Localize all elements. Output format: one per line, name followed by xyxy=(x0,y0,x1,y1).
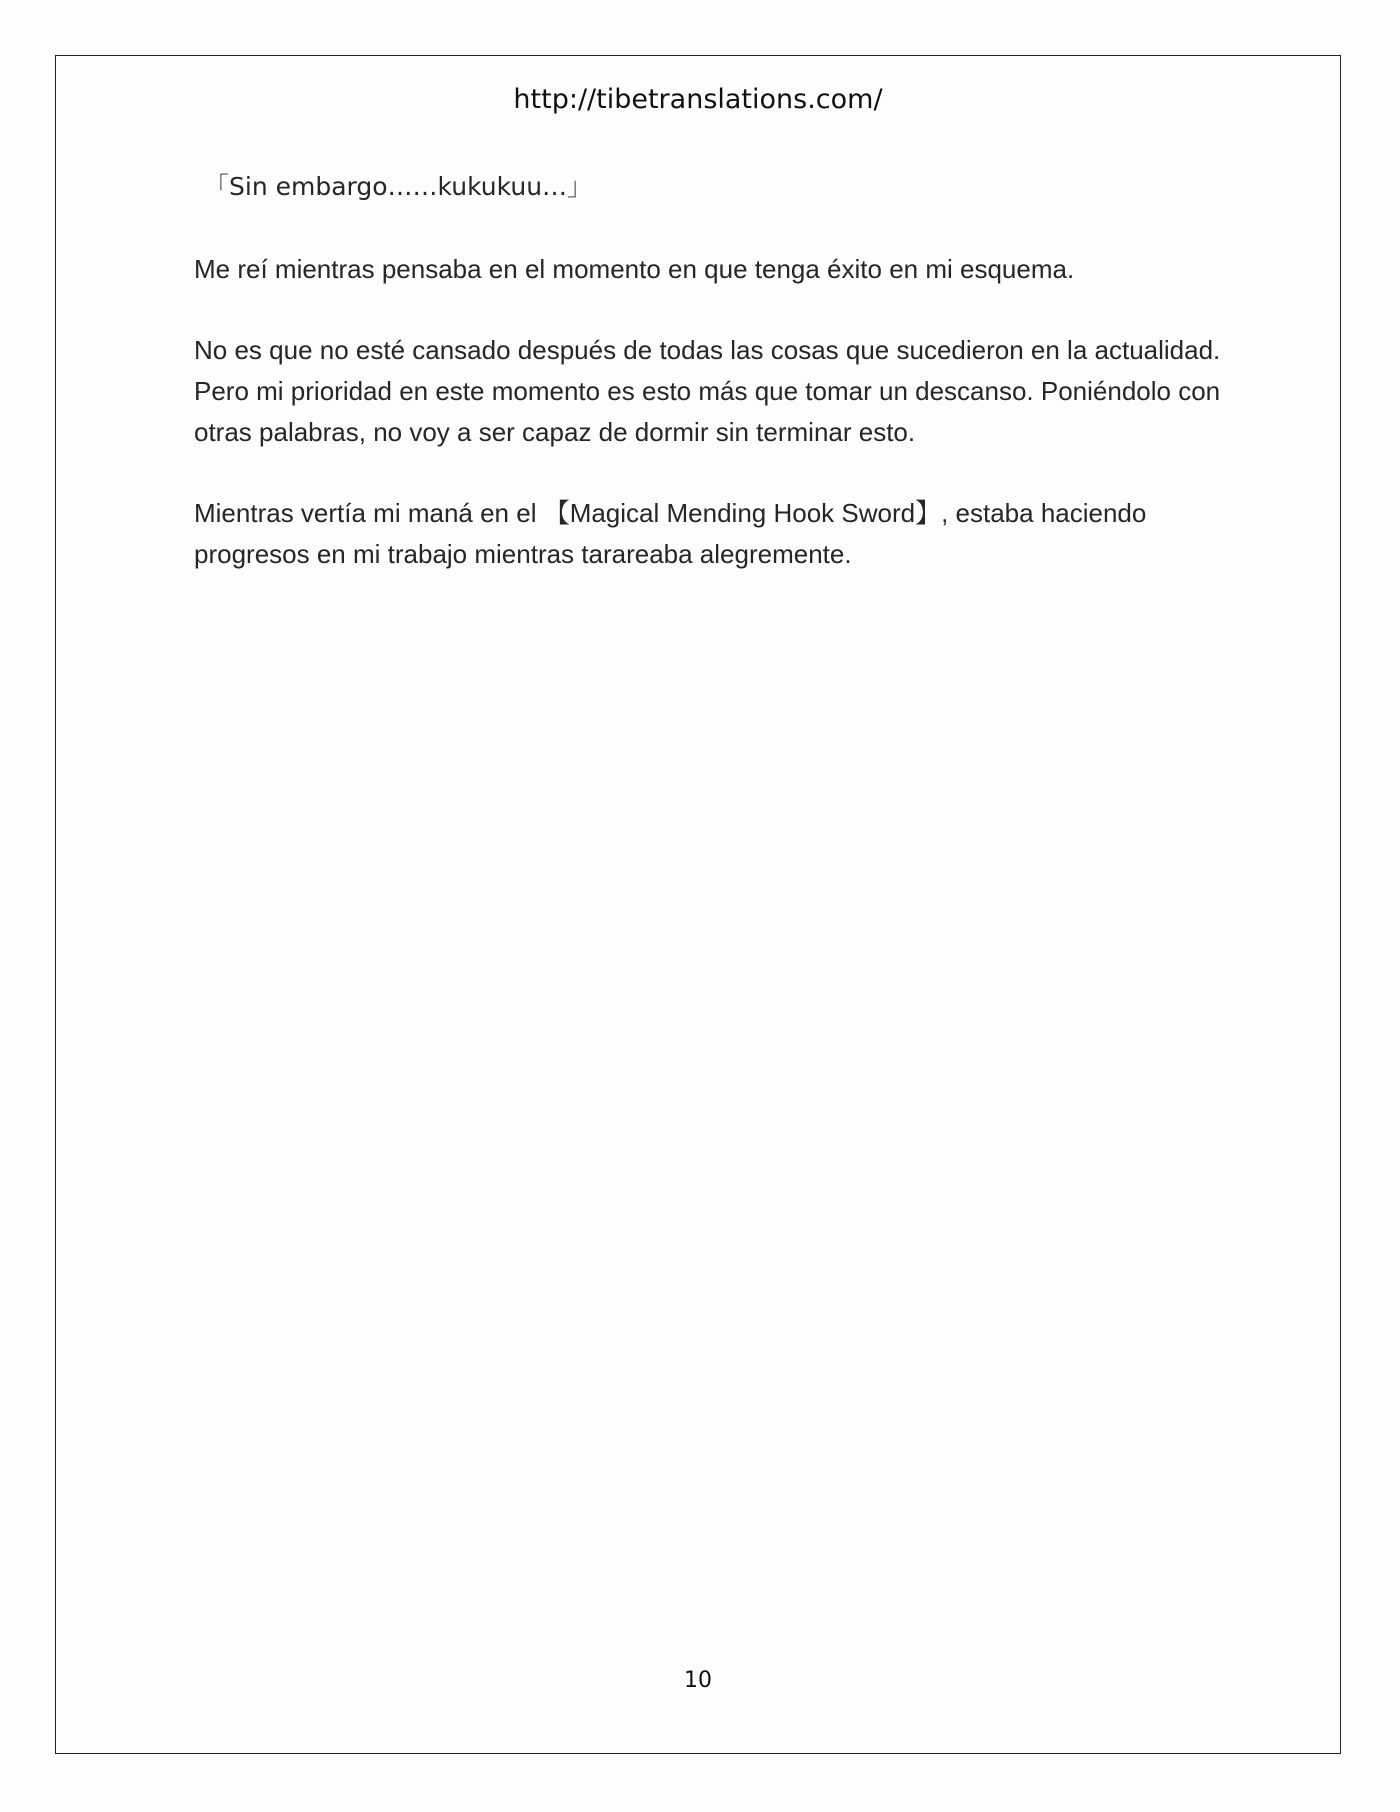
page-number: 10 xyxy=(684,1668,712,1693)
document-page xyxy=(55,55,1341,1754)
paragraph: Me reí mientras pensaba en el momento en que tenga éxito en mi esquema. xyxy=(194,254,1075,284)
paragraph: No es que no esté cansado después de todas las cosas que sucedieron en la actualidad. Pero mi prioridad en este momento es esto más que tomar un descanso. Poniéndolo con otras palabras, no voy a ser capaz de dormir sin terminar esto. xyxy=(194,335,1221,447)
header-url: http://tibetranslations.com/ xyxy=(513,84,883,115)
dialogue-line: 「Sin embargo……kukukuu…」 xyxy=(204,172,593,201)
paragraph: Mientras vertía mi maná en el 【Magical Mending Hook Sword】, estaba haciendo progresos en mi trabajo mientras tarareaba alegremente. xyxy=(194,498,1147,569)
document-body xyxy=(194,166,1244,615)
